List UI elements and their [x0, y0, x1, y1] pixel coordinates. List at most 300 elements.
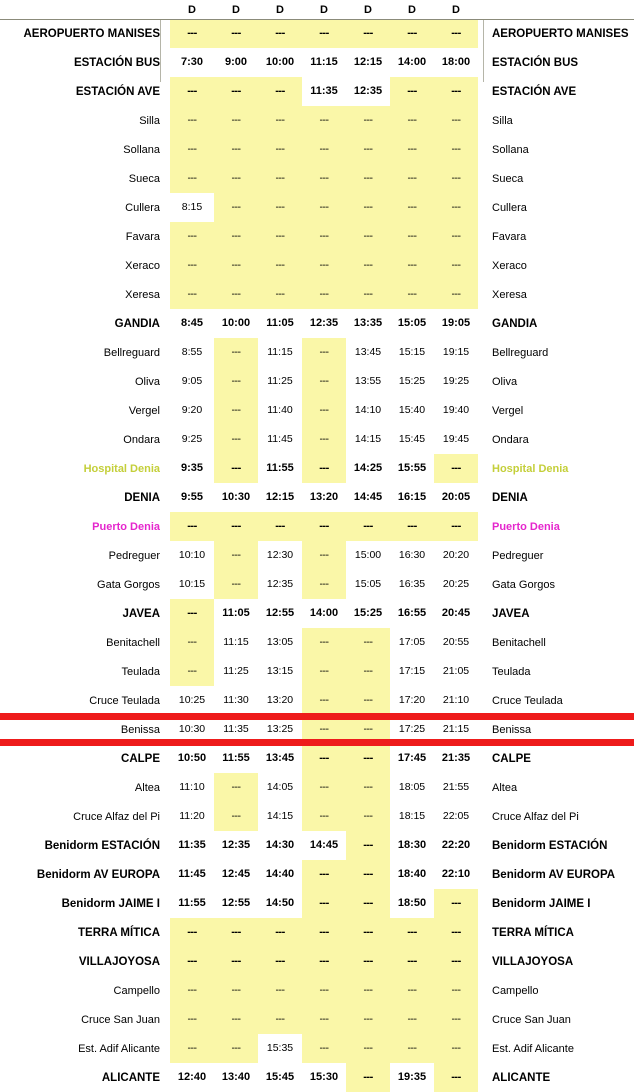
station-name-right: DENIA	[492, 491, 528, 504]
station-name-right: CALPE	[492, 752, 531, 765]
row-gap-right	[478, 744, 492, 773]
time-cell: 21:15	[434, 715, 478, 744]
time-cell: ---	[434, 1005, 478, 1034]
time-cell: 15:05	[346, 570, 390, 599]
time-cell: 14:40	[258, 860, 302, 889]
time-cell: ---	[302, 860, 346, 889]
time-cell: ---	[302, 744, 346, 773]
time-cell: 15:25	[346, 599, 390, 628]
time-cell: 14:00	[302, 599, 346, 628]
row-gap-left	[160, 222, 170, 251]
station-name-right: Favara	[492, 230, 527, 243]
station-name-right: Cruce Teulada	[492, 694, 563, 707]
time-cell: 11:15	[302, 48, 346, 77]
time-cell: 20:05	[434, 483, 478, 512]
station-name-right: Xeresa	[492, 288, 527, 301]
time-cell: ---	[214, 19, 258, 48]
time-cell: ---	[302, 454, 346, 483]
time-cell: 20:25	[434, 570, 478, 599]
time-cell: ---	[302, 251, 346, 280]
station-name-left: Bellreguard	[103, 346, 160, 359]
time-cell: 11:20	[170, 802, 214, 831]
time-cell: ---	[170, 628, 214, 657]
station-name-right: Hospital Denia	[492, 462, 569, 475]
time-cell: ---	[170, 135, 214, 164]
time-cell: ---	[302, 918, 346, 947]
time-cell: 15:15	[390, 338, 434, 367]
time-cell: 11:55	[258, 454, 302, 483]
time-cell: 15:45	[258, 1063, 302, 1092]
time-cell: 10:30	[214, 483, 258, 512]
row-gap-left	[160, 1063, 170, 1092]
time-cell: 18:30	[390, 831, 434, 860]
station-name-left: CALPE	[121, 752, 160, 765]
time-cell: 11:10	[170, 773, 214, 802]
table-row	[0, 918, 634, 947]
time-cell: 11:55	[170, 889, 214, 918]
time-cell: ---	[214, 222, 258, 251]
station-name-right: TERRA MÍTICA	[492, 926, 574, 939]
time-cell: ---	[214, 164, 258, 193]
time-cell: 11:35	[170, 831, 214, 860]
time-cell: 21:10	[434, 686, 478, 715]
row-gap-left	[160, 164, 170, 193]
time-cell: ---	[214, 773, 258, 802]
station-name-right: ESTACIÓN BUS	[492, 56, 579, 69]
station-name-right: Cruce Alfaz del Pi	[492, 810, 579, 823]
time-cell: 10:25	[170, 686, 214, 715]
time-cell: 13:35	[346, 309, 390, 338]
table-row	[0, 512, 634, 541]
table-row	[0, 483, 634, 512]
time-cell: ---	[390, 19, 434, 48]
time-cell: ---	[302, 686, 346, 715]
time-cell: ---	[170, 280, 214, 309]
table-row	[0, 193, 634, 222]
station-name-left: ALICANTE	[101, 1071, 160, 1084]
time-cell: ---	[302, 19, 346, 48]
time-cell: 18:40	[390, 860, 434, 889]
row-gap-left	[160, 425, 170, 454]
time-cell: ---	[170, 222, 214, 251]
time-cell: ---	[346, 106, 390, 135]
time-cell: 8:15	[170, 193, 214, 222]
time-cell: ---	[390, 164, 434, 193]
time-cell: ---	[434, 164, 478, 193]
row-gap-right	[478, 657, 492, 686]
row-gap-right	[478, 251, 492, 280]
row-gap-right	[478, 628, 492, 657]
station-name-left: Benidorm ESTACIÓN	[44, 839, 160, 852]
time-cell: ---	[346, 686, 390, 715]
time-cell: 14:45	[346, 483, 390, 512]
time-cell: ---	[346, 193, 390, 222]
time-cell: ---	[346, 947, 390, 976]
table-row	[0, 425, 634, 454]
time-cell: ---	[346, 1063, 390, 1092]
time-cell: 22:20	[434, 831, 478, 860]
station-name-right: Benitachell	[492, 636, 546, 649]
station-name-right: Teulada	[492, 665, 531, 678]
row-gap-right	[478, 48, 492, 77]
time-cell: ---	[214, 802, 258, 831]
header-gap-right	[478, 0, 492, 19]
time-cell: 14:25	[346, 454, 390, 483]
time-cell: ---	[258, 135, 302, 164]
time-cell: ---	[258, 77, 302, 106]
time-cell: ---	[346, 164, 390, 193]
table-row	[0, 1005, 634, 1034]
time-cell: 11:30	[214, 686, 258, 715]
time-cell: 13:05	[258, 628, 302, 657]
time-cell: 13:45	[258, 744, 302, 773]
time-cell: ---	[346, 802, 390, 831]
table-row	[0, 280, 634, 309]
time-cell: ---	[434, 135, 478, 164]
time-cell: ---	[302, 222, 346, 251]
station-name-left: Hospital Denia	[83, 462, 160, 475]
time-cell: 19:35	[390, 1063, 434, 1092]
time-cell: 9:00	[214, 48, 258, 77]
time-cell: 10:00	[258, 48, 302, 77]
row-gap-right	[478, 309, 492, 338]
time-cell: 19:05	[434, 309, 478, 338]
time-cell: ---	[258, 222, 302, 251]
time-cell: 18:15	[390, 802, 434, 831]
station-name-left: Silla	[139, 114, 160, 127]
time-cell: 8:55	[170, 338, 214, 367]
time-cell: ---	[346, 889, 390, 918]
row-gap-right	[478, 686, 492, 715]
station-name-right: JAVEA	[492, 607, 530, 620]
station-name-left: Sollana	[123, 143, 160, 156]
time-cell: ---	[302, 628, 346, 657]
station-name-left: Pedreguer	[108, 549, 160, 562]
time-cell: 11:45	[258, 425, 302, 454]
row-gap-left	[160, 599, 170, 628]
row-gap-right	[478, 512, 492, 541]
time-cell: 17:15	[390, 657, 434, 686]
time-cell: ---	[390, 947, 434, 976]
time-cell: 11:35	[214, 715, 258, 744]
time-cell: ---	[214, 947, 258, 976]
time-cell: 21:55	[434, 773, 478, 802]
row-gap-left	[160, 106, 170, 135]
station-name-right: Gata Gorgos	[492, 578, 555, 591]
time-cell: 17:05	[390, 628, 434, 657]
time-cell: ---	[302, 193, 346, 222]
day-label-1: D	[188, 3, 196, 16]
station-name-right: Pedreguer	[492, 549, 544, 562]
table-row	[0, 1034, 634, 1063]
station-name-right: Campello	[492, 984, 539, 997]
station-name-right: Cruce San Juan	[492, 1013, 571, 1026]
station-name-left: ESTACIÓN BUS	[73, 56, 160, 69]
day-label-7: D	[452, 3, 460, 16]
time-cell: ---	[434, 976, 478, 1005]
table-row	[0, 947, 634, 976]
row-gap-right	[478, 483, 492, 512]
time-cell: 21:35	[434, 744, 478, 773]
station-name-left: Altea	[134, 781, 160, 794]
row-gap-left	[160, 744, 170, 773]
time-cell: 16:15	[390, 483, 434, 512]
row-gap-left	[160, 628, 170, 657]
time-cell: 11:15	[258, 338, 302, 367]
table-row	[0, 860, 634, 889]
row-gap-left	[160, 396, 170, 425]
time-cell: 9:25	[170, 425, 214, 454]
time-cell: 16:55	[390, 599, 434, 628]
row-gap-right	[478, 599, 492, 628]
time-cell: ---	[302, 396, 346, 425]
time-cell: 13:20	[302, 483, 346, 512]
table-row	[0, 106, 634, 135]
row-gap-right	[478, 802, 492, 831]
time-cell: 12:35	[302, 309, 346, 338]
row-gap-right	[478, 425, 492, 454]
time-cell: ---	[214, 976, 258, 1005]
table-row	[0, 309, 634, 338]
time-cell: 18:50	[390, 889, 434, 918]
row-gap-right	[478, 541, 492, 570]
time-cell: ---	[434, 222, 478, 251]
time-cell: ---	[434, 280, 478, 309]
table-row	[0, 48, 634, 77]
table-row	[0, 454, 634, 483]
time-cell: 12:15	[346, 48, 390, 77]
time-cell: 12:35	[346, 77, 390, 106]
row-gap-left	[160, 1005, 170, 1034]
table-row	[0, 1063, 634, 1092]
time-cell: ---	[302, 947, 346, 976]
station-name-left: Xeraco	[125, 259, 160, 272]
row-gap-right	[478, 367, 492, 396]
station-name-left: Est. Adif Alicante	[78, 1042, 160, 1055]
row-gap-left	[160, 280, 170, 309]
row-gap-left	[160, 454, 170, 483]
time-cell: 10:10	[170, 541, 214, 570]
time-cell: ---	[214, 193, 258, 222]
time-cell: ---	[258, 19, 302, 48]
row-gap-left	[160, 860, 170, 889]
time-cell: ---	[302, 280, 346, 309]
time-cell: 11:15	[214, 628, 258, 657]
time-cell: 15:35	[258, 1034, 302, 1063]
time-cell: 8:45	[170, 309, 214, 338]
time-cell: ---	[390, 106, 434, 135]
time-cell: 15:05	[390, 309, 434, 338]
row-gap-right	[478, 19, 492, 48]
time-cell: 9:55	[170, 483, 214, 512]
time-cell: ---	[214, 367, 258, 396]
time-cell: ---	[434, 251, 478, 280]
row-gap-left	[160, 135, 170, 164]
time-cell: ---	[170, 1034, 214, 1063]
time-cell: ---	[346, 251, 390, 280]
time-cell: ---	[346, 918, 390, 947]
time-cell: ---	[170, 1005, 214, 1034]
row-gap-left	[160, 831, 170, 860]
time-cell: ---	[434, 193, 478, 222]
station-name-right: Puerto Denia	[492, 520, 560, 533]
time-cell: ---	[434, 947, 478, 976]
time-cell: ---	[302, 773, 346, 802]
time-cell: ---	[302, 164, 346, 193]
time-cell: 16:35	[390, 570, 434, 599]
row-gap-left	[160, 773, 170, 802]
time-cell: ---	[434, 106, 478, 135]
time-cell: ---	[170, 77, 214, 106]
day-label-6: D	[408, 3, 416, 16]
row-gap-right	[478, 1005, 492, 1034]
time-cell: ---	[258, 164, 302, 193]
station-name-left: Vergel	[128, 404, 160, 417]
table-row	[0, 396, 634, 425]
time-cell: ---	[346, 222, 390, 251]
time-cell: ---	[390, 1005, 434, 1034]
station-name-left: Cruce Teulada	[89, 694, 160, 707]
row-gap-right	[478, 976, 492, 1005]
row-gap-left	[160, 1034, 170, 1063]
row-gap-left	[160, 976, 170, 1005]
time-cell: 13:20	[258, 686, 302, 715]
time-cell: 12:55	[258, 599, 302, 628]
day-label-4: D	[320, 3, 328, 16]
row-gap-left	[160, 686, 170, 715]
table-row	[0, 164, 634, 193]
time-cell: 13:25	[258, 715, 302, 744]
time-cell: ---	[258, 512, 302, 541]
station-name-right: Benissa	[492, 723, 532, 736]
row-gap-right	[478, 947, 492, 976]
time-cell: 13:40	[214, 1063, 258, 1092]
time-cell: 12:15	[258, 483, 302, 512]
time-cell: 19:40	[434, 396, 478, 425]
day-header-row	[0, 0, 634, 19]
table-row	[0, 831, 634, 860]
time-cell: ---	[434, 77, 478, 106]
row-gap-right	[478, 889, 492, 918]
time-cell: ---	[214, 454, 258, 483]
station-name-right: VILLAJOYOSA	[492, 955, 574, 968]
time-cell: ---	[170, 164, 214, 193]
station-name-right: Cullera	[492, 201, 527, 214]
time-cell: 12:35	[214, 831, 258, 860]
time-cell: 9:05	[170, 367, 214, 396]
row-gap-left	[160, 657, 170, 686]
header-rule	[0, 19, 634, 20]
station-name-right: Oliva	[492, 375, 518, 388]
time-cell: ---	[390, 280, 434, 309]
row-gap-left	[160, 512, 170, 541]
table-row	[0, 802, 634, 831]
row-gap-left	[160, 251, 170, 280]
time-cell: 20:20	[434, 541, 478, 570]
station-name-right: Bellreguard	[492, 346, 549, 359]
time-cell: ---	[214, 512, 258, 541]
time-cell: ---	[346, 1005, 390, 1034]
time-cell: ---	[302, 106, 346, 135]
station-name-right: ESTACIÓN AVE	[492, 85, 577, 98]
time-cell: 10:15	[170, 570, 214, 599]
table-row	[0, 135, 634, 164]
time-cell: 15:00	[346, 541, 390, 570]
station-name-left: Puerto Denia	[92, 520, 160, 533]
table-row	[0, 77, 634, 106]
station-name-left: Cruce San Juan	[81, 1013, 160, 1026]
time-cell: 15:25	[390, 367, 434, 396]
station-name-left: Benidorm JAIME I	[61, 897, 160, 910]
table-row	[0, 686, 634, 715]
table-row	[0, 338, 634, 367]
time-cell: ---	[434, 512, 478, 541]
time-cell: ---	[214, 251, 258, 280]
header-spacer-left	[0, 0, 160, 19]
time-cell: 13:45	[346, 338, 390, 367]
time-cell: 20:45	[434, 599, 478, 628]
time-cell: 22:05	[434, 802, 478, 831]
time-cell: ---	[390, 1034, 434, 1063]
table-row	[0, 251, 634, 280]
time-cell: ---	[258, 947, 302, 976]
station-name-left: DENIA	[124, 491, 160, 504]
table-row	[0, 889, 634, 918]
row-gap-left	[160, 193, 170, 222]
row-gap-left	[160, 889, 170, 918]
station-name-left: VILLAJOYOSA	[78, 955, 160, 968]
station-name-right: Altea	[492, 781, 518, 794]
time-cell: ---	[214, 77, 258, 106]
time-cell: ---	[214, 541, 258, 570]
row-gap-right	[478, 222, 492, 251]
time-cell: 11:25	[214, 657, 258, 686]
time-cell: 14:50	[258, 889, 302, 918]
highlight-bar-bottom	[0, 739, 634, 746]
time-cell: ---	[434, 889, 478, 918]
time-cell: 14:30	[258, 831, 302, 860]
time-cell: ---	[346, 512, 390, 541]
time-cell: 14:05	[258, 773, 302, 802]
time-cell: 18:05	[390, 773, 434, 802]
row-gap-right	[478, 280, 492, 309]
row-gap-left	[160, 338, 170, 367]
row-gap-left	[160, 77, 170, 106]
row-gap-right	[478, 1063, 492, 1092]
time-cell: ---	[302, 367, 346, 396]
time-cell: ---	[302, 1005, 346, 1034]
table-row	[0, 367, 634, 396]
station-name-left: Ondara	[123, 433, 160, 446]
time-cell: ---	[302, 425, 346, 454]
row-gap-right	[478, 106, 492, 135]
station-name-right: Xeraco	[492, 259, 527, 272]
station-name-left: ESTACIÓN AVE	[75, 85, 160, 98]
row-gap-left	[160, 947, 170, 976]
time-cell: 10:50	[170, 744, 214, 773]
time-cell: ---	[170, 251, 214, 280]
station-name-left: Benissa	[120, 723, 160, 736]
station-name-left: GANDIA	[114, 317, 160, 330]
time-cell: ---	[258, 1005, 302, 1034]
time-cell: 11:35	[302, 77, 346, 106]
time-cell: 22:10	[434, 860, 478, 889]
station-name-right: Silla	[492, 114, 513, 127]
station-name-right: GANDIA	[492, 317, 538, 330]
time-cell: ---	[346, 831, 390, 860]
time-cell: ---	[434, 454, 478, 483]
right-vertical-separator	[483, 20, 484, 82]
